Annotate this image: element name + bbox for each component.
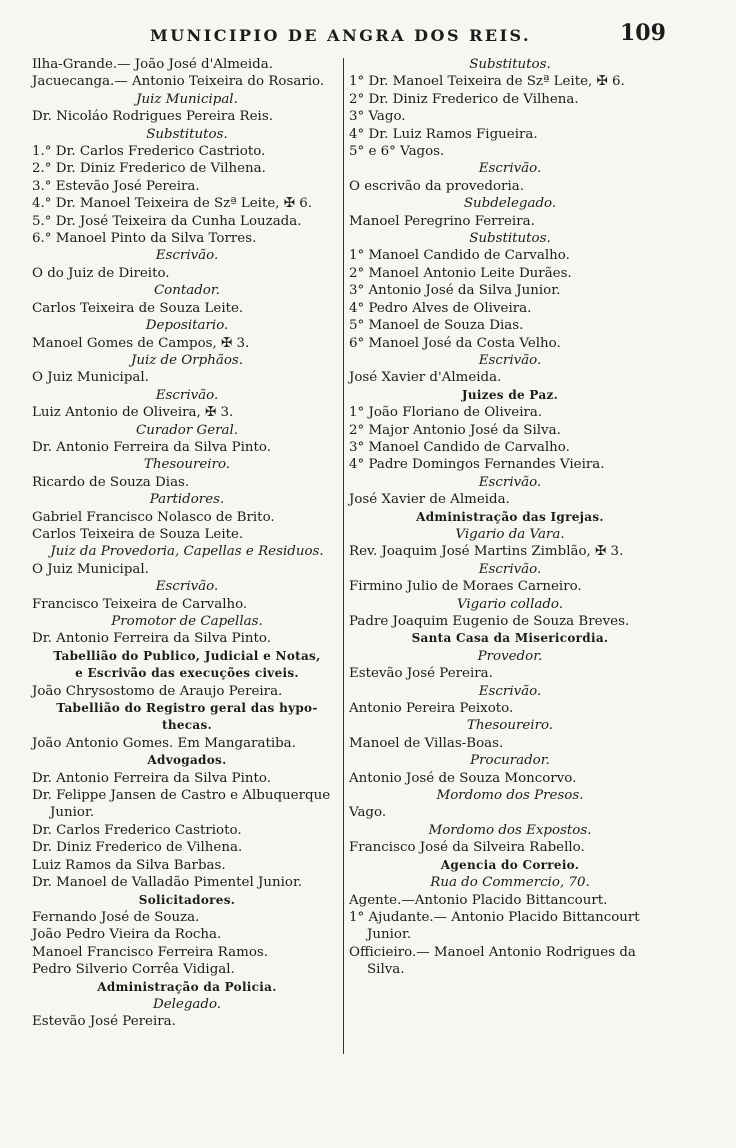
entry-line: João Chrysostomo de Araujo Pereira. — [32, 683, 283, 699]
entry-line: João Pedro Vieira da Rocha. — [32, 927, 222, 943]
running-title: MUNICIPIO DE ANGRA DOS REIS. — [150, 26, 532, 45]
entry-line: 2° Dr. Diniz Frederico de Vilhena. — [349, 91, 579, 107]
section-heading: Juiz da Provedoria, Capellas e Residuos. — [50, 544, 324, 560]
entry-line: Gabriel Francisco Nolasco de Brito. — [32, 509, 275, 525]
entry-line: Manoel de Villas-Boas. — [349, 735, 504, 751]
entry-line: Jacuecanga.— Antonio Teixeira do Rosario. — [32, 74, 325, 90]
section-heading: Juiz de Orphãos. — [130, 352, 244, 368]
entry-line: Pedro Silverio Corrêa Vidigal. — [32, 962, 235, 978]
entry-line: 4.° Dr. Manoel Teixeira de Szª Leite, ✠ 6. — [32, 196, 313, 212]
entry-line: Ricardo de Souza Dias. — [32, 474, 190, 490]
entry-line: Dr. Antonio Ferreira da Silva Pinto. — [32, 770, 272, 786]
entry-line: Dr. Manoel de Valladão Pimentel Junior. — [32, 875, 303, 891]
entry-line: Dr. Nicoláo Rodrigues Pereira Reis. — [32, 109, 273, 125]
entry-line: Firmino Julio de Moraes Carneiro. — [349, 579, 582, 595]
entry-line: José Xavier d'Almeida. — [349, 370, 502, 386]
section-heading: Partidores. — [149, 492, 225, 508]
entry-line: Officieiro.— Manoel Antonio Rodrigues da — [349, 944, 636, 960]
entry-line: Carlos Teixeira de Souza Leite. — [32, 526, 244, 542]
entry-line: Manoel Gomes de Campos, ✠ 3. — [32, 335, 250, 351]
entry-line: Dr. Felippe Jansen de Castro e Albuquerque — [32, 788, 331, 804]
entry-line: Luiz Antonio de Oliveira, ✠ 3. — [32, 405, 234, 421]
section-heading: Subdelegado. — [463, 196, 557, 212]
entry-line: 1° Ajudante.— Antonio Placido Bittancourt — [349, 909, 640, 925]
section-heading: Escrivão. — [155, 387, 219, 403]
section-heading: Thesoureiro. — [143, 457, 231, 473]
section-heading: Substitutos. — [469, 57, 551, 72]
entry-line: O Juiz Municipal. — [32, 561, 149, 577]
section-heading: Vigario da Vara. — [455, 526, 565, 542]
entry-line: 1.° Dr. Carlos Frederico Castrioto. — [32, 144, 266, 160]
section-heading: Escrivão. — [155, 579, 219, 595]
entry-line: Francisco José da Silveira Rabello. — [349, 840, 585, 856]
entry-line: Rev. Joaquim José Martins Zimblão, ✠ 3. — [349, 544, 624, 560]
entry-line: 4° Pedro Alves de Oliveira. — [349, 300, 532, 316]
entry-line: 4° Dr. Luiz Ramos Figueira. — [349, 126, 538, 142]
section-heading: Escrivão. — [478, 352, 542, 368]
entry-line: O Juiz Municipal. — [32, 370, 149, 386]
entry-line: 2° Major Antonio José da Silva. — [349, 422, 561, 438]
entry-line: Estevão José Pereira. — [32, 1014, 176, 1030]
entry-line: Padre Joaquim Eugenio de Souza Breves. — [349, 614, 630, 629]
section-title: Advogados. — [147, 753, 227, 768]
section-heading: Delegado. — [152, 996, 222, 1012]
section-heading: Mordomo dos Expostos. — [428, 822, 592, 838]
section-heading: Escrivão. — [478, 474, 542, 490]
page-number: 109 — [620, 20, 666, 46]
section-heading: Curador Geral. — [135, 422, 239, 438]
entry-line: Ilha-Grande.— João José d'Almeida. — [32, 57, 273, 72]
section-heading: Vigario collado. — [456, 596, 564, 612]
section-title: Tabellião do Registro geral das hypo- — [56, 701, 318, 716]
entry-line: Manoel Peregrino Ferreira. — [349, 213, 535, 229]
entry-line: Dr. Antonio Ferreira da Silva Pinto. — [32, 631, 272, 647]
entry-line: Carlos Teixeira de Souza Leite. — [32, 300, 244, 316]
entry-line: 3° Antonio José da Silva Junior. — [349, 283, 561, 299]
entry-line: O escrivão da provedoria. — [349, 178, 524, 194]
entry-line: João Antonio Gomes. Em Mangaratiba. — [32, 735, 296, 751]
entry-continuation: Junior. — [50, 805, 95, 821]
entry-line: 5° e 6° Vagos. — [349, 144, 445, 160]
entry-line: Antonio José de Souza Moncorvo. — [349, 770, 577, 786]
right-column — [349, 56, 671, 979]
section-heading: Rua do Commercio, 70. — [430, 875, 590, 891]
section-heading: Escrivão. — [155, 248, 219, 264]
section-heading: Juiz Municipal. — [136, 91, 238, 107]
section-heading: Substitutos. — [469, 231, 551, 247]
section-title: Administração da Policia. — [97, 979, 277, 994]
entry-line: O do Juiz de Direito. — [32, 265, 170, 281]
section-title: Santa Casa da Misericordia. — [411, 631, 609, 646]
section-title: Agencia do Correio. — [440, 857, 580, 872]
section-heading: Escrivão. — [478, 683, 542, 699]
entry-line: José Xavier de Almeida. — [349, 492, 510, 508]
entry-line: Fernando José de Souza. — [32, 909, 200, 925]
entry-line: Antonio Pereira Peixoto. — [349, 701, 514, 717]
entry-line: Agente.—Antonio Placido Bittancourt. — [349, 892, 608, 908]
entry-line: Dr. Antonio Ferreira da Silva Pinto. — [32, 439, 272, 455]
section-title: Solicitadores. — [138, 892, 236, 907]
entry-line: Dr. Diniz Frederico de Vilhena. — [32, 840, 243, 856]
section-heading: Contador. — [153, 283, 221, 299]
entry-line: Francisco Teixeira de Carvalho. — [32, 596, 248, 612]
entry-continuation: Silva. — [367, 962, 405, 978]
column-divider — [343, 58, 344, 1054]
section-title: thecas. — [161, 718, 213, 733]
section-title: Tabellião do Publico, Judicial e Notas, — [53, 648, 321, 663]
section-title: Administração das Igrejas. — [416, 509, 604, 524]
left-column — [32, 56, 342, 1031]
entry-line: 6.° Manoel Pinto da Silva Torres. — [32, 231, 257, 247]
section-heading: Mordomo dos Presos. — [436, 788, 584, 804]
section-heading: Procurador. — [470, 753, 550, 769]
entry-line: Vago. — [349, 805, 387, 821]
page-header — [0, 14, 736, 50]
entry-line: 3.° Estevão José Pereira. — [32, 178, 200, 194]
entry-line: 6° Manoel José da Costa Velho. — [349, 335, 561, 351]
entry-line: 5.° Dr. José Teixeira da Cunha Louzada. — [32, 213, 302, 229]
section-title: Juizes de Paz. — [461, 387, 559, 402]
entry-line: 2° Manoel Antonio Leite Durães. — [349, 265, 572, 281]
section-heading: Thesoureiro. — [466, 718, 554, 734]
entry-line: 1° Dr. Manoel Teixeira de Szª Leite, ✠ 6. — [349, 74, 625, 90]
section-title: e Escrivão das execuções civeis. — [75, 666, 299, 681]
section-heading: Depositario. — [145, 318, 229, 334]
entry-line: 3° Vago. — [349, 109, 406, 125]
section-heading: Escrivão. — [478, 561, 542, 577]
entry-line: 3° Manoel Candido de Carvalho. — [349, 439, 570, 455]
entry-line: 4° Padre Domingos Fernandes Vieira. — [349, 457, 605, 473]
entry-line: 2.° Dr. Diniz Frederico de Vilhena. — [32, 161, 266, 177]
entry-line: Estevão José Pereira. — [349, 666, 493, 682]
entry-line: 1° Manoel Candido de Carvalho. — [349, 248, 570, 264]
entry-line: 5° Manoel de Souza Dias. — [349, 318, 524, 334]
section-heading: Provedor. — [477, 648, 543, 664]
section-heading: Substitutos. — [146, 126, 228, 142]
entry-line: Dr. Carlos Frederico Castrioto. — [32, 822, 242, 838]
section-heading: Escrivão. — [478, 161, 542, 177]
entry-line: Luiz Ramos da Silva Barbas. — [32, 857, 226, 873]
section-heading: Promotor de Capellas. — [111, 614, 263, 629]
entry-line: Manoel Francisco Ferreira Ramos. — [32, 944, 269, 960]
entry-continuation: Junior. — [367, 927, 412, 943]
entry-line: 1° João Floriano de Oliveira. — [349, 405, 543, 421]
